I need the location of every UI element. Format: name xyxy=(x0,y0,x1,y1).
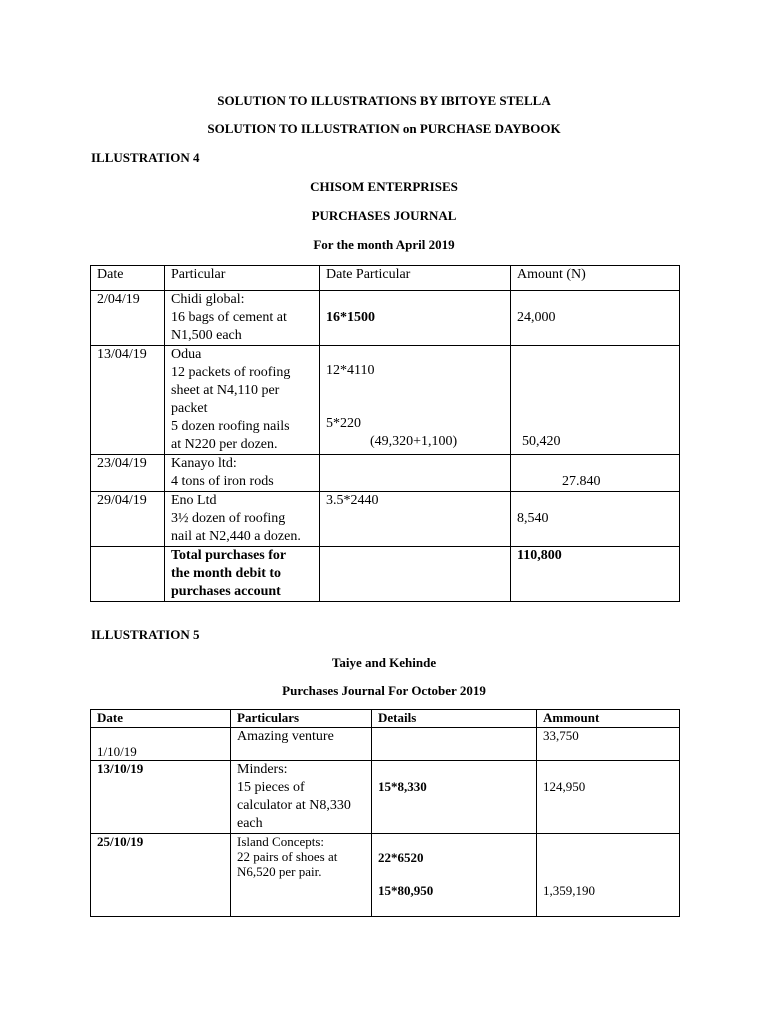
table-header-row xyxy=(91,266,680,291)
particular-line: Kanayo ltd: xyxy=(171,456,237,471)
row-amount: 124,950 xyxy=(537,761,680,834)
table-row xyxy=(91,728,680,761)
table-row xyxy=(91,346,680,455)
row-date: 29/04/19 xyxy=(91,492,165,547)
particular-line: 15 pieces of xyxy=(237,780,305,795)
row-particular: Amazing venture xyxy=(231,728,372,761)
column-header-date: Date xyxy=(91,710,231,728)
illustration-5-label: ILLUSTRATION 5 xyxy=(91,627,200,642)
company-name-4: CHISOM ENTERPRISES xyxy=(310,179,458,194)
column-header-date-particular: Date Particular xyxy=(320,266,511,291)
row-detail: 15*8,330 xyxy=(372,761,537,834)
row-detail: 16*1500 xyxy=(320,291,511,346)
column-header-particulars: Particulars xyxy=(231,710,372,728)
row-particular xyxy=(165,455,320,492)
row-particular xyxy=(165,492,320,547)
detail-line: (49,320+1,100) xyxy=(370,434,458,449)
row-particular xyxy=(231,761,372,834)
total-detail-cell xyxy=(320,547,511,602)
row-amount: 50,420 xyxy=(511,346,680,455)
table-total-row xyxy=(91,547,680,602)
document-title: SOLUTION TO ILLUSTRATIONS BY IBITOYE STELLA xyxy=(217,93,551,108)
row-detail xyxy=(372,728,537,761)
journal-title-5: Purchases Journal For October 2019 xyxy=(282,683,486,698)
table-row xyxy=(91,834,680,917)
journal-title-4: PURCHASES JOURNAL xyxy=(311,208,457,223)
particular-line: 16 bags of cement at xyxy=(171,310,287,325)
row-particular xyxy=(231,834,372,917)
column-header-ammount: Ammount xyxy=(537,710,680,728)
total-amount: 110,800 xyxy=(511,547,680,602)
particular-line: packet xyxy=(171,401,208,416)
company-name-5: Taiye and Kehinde xyxy=(331,655,437,670)
total-label-line: Total purchases for xyxy=(171,548,287,563)
particular-line: at N220 per dozen. xyxy=(171,437,278,452)
purchases-journal-table-october xyxy=(90,709,680,917)
row-amount: 33,750 xyxy=(537,728,680,761)
column-header-date: Date xyxy=(91,266,165,291)
total-date-cell xyxy=(91,547,165,602)
particular-line: N6,520 per pair. xyxy=(237,864,322,879)
journal-period-4: For the month April 2019 xyxy=(313,237,455,252)
row-particular xyxy=(165,346,320,455)
row-particular xyxy=(165,291,320,346)
column-header-amount: Amount (N) xyxy=(511,266,680,291)
total-label xyxy=(165,547,320,602)
detail-line: 15*80,950 xyxy=(378,883,434,898)
table-header-row xyxy=(91,710,680,728)
row-amount: 1,359,190 xyxy=(537,834,680,917)
row-date: 1/10/19 xyxy=(91,728,231,761)
particular-line: 12 packets of roofing xyxy=(171,365,291,380)
total-label-line: purchases account xyxy=(171,584,281,599)
table-row xyxy=(91,291,680,346)
detail-line: 12*4110 xyxy=(326,363,375,378)
particular-line: 5 dozen roofing nails xyxy=(171,419,290,434)
document-subtitle: SOLUTION TO ILLUSTRATION on PURCHASE DAYBOOK xyxy=(207,121,561,136)
particular-line: Minders: xyxy=(237,762,288,777)
table-row xyxy=(91,455,680,492)
row-date: 13/10/19 xyxy=(91,761,231,834)
table-row xyxy=(91,492,680,547)
row-amount: 27.840 xyxy=(511,455,680,492)
detail-line: 5*220 xyxy=(326,416,361,431)
particular-line: nail at N2,440 a dozen. xyxy=(171,529,301,544)
particular-line: Eno Ltd xyxy=(171,493,217,508)
particular-line: Island Concepts: xyxy=(237,834,325,849)
row-amount: 8,540 xyxy=(511,492,680,547)
row-detail xyxy=(320,346,511,455)
row-date: 25/10/19 xyxy=(91,834,231,917)
row-date: 2/04/19 xyxy=(91,291,165,346)
purchases-journal-table-april xyxy=(90,265,680,602)
particular-line: 4 tons of iron rods xyxy=(171,474,274,489)
particular-line: Chidi global: xyxy=(171,292,245,307)
row-detail: 3.5*2440 xyxy=(320,492,511,547)
row-date: 23/04/19 xyxy=(91,455,165,492)
row-detail xyxy=(372,834,537,917)
column-header-details: Details xyxy=(372,710,537,728)
particular-line: each xyxy=(237,816,263,831)
table-row xyxy=(91,761,680,834)
particular-line: 3½ dozen of roofing xyxy=(171,511,286,526)
row-amount: 24,000 xyxy=(511,291,680,346)
particular-line: Odua xyxy=(171,347,202,362)
particular-line: calculator at N8,330 xyxy=(237,798,351,813)
column-header-particular: Particular xyxy=(165,266,320,291)
particular-line: 22 pairs of shoes at xyxy=(237,849,338,864)
detail-line: 22*6520 xyxy=(378,850,424,865)
illustration-4-label: ILLUSTRATION 4 xyxy=(91,150,200,165)
particular-line: sheet at N4,110 per xyxy=(171,383,280,398)
row-date: 13/04/19 xyxy=(91,346,165,455)
total-label-line: the month debit to xyxy=(171,566,282,581)
row-detail xyxy=(320,455,511,492)
particular-line: N1,500 each xyxy=(171,328,242,343)
